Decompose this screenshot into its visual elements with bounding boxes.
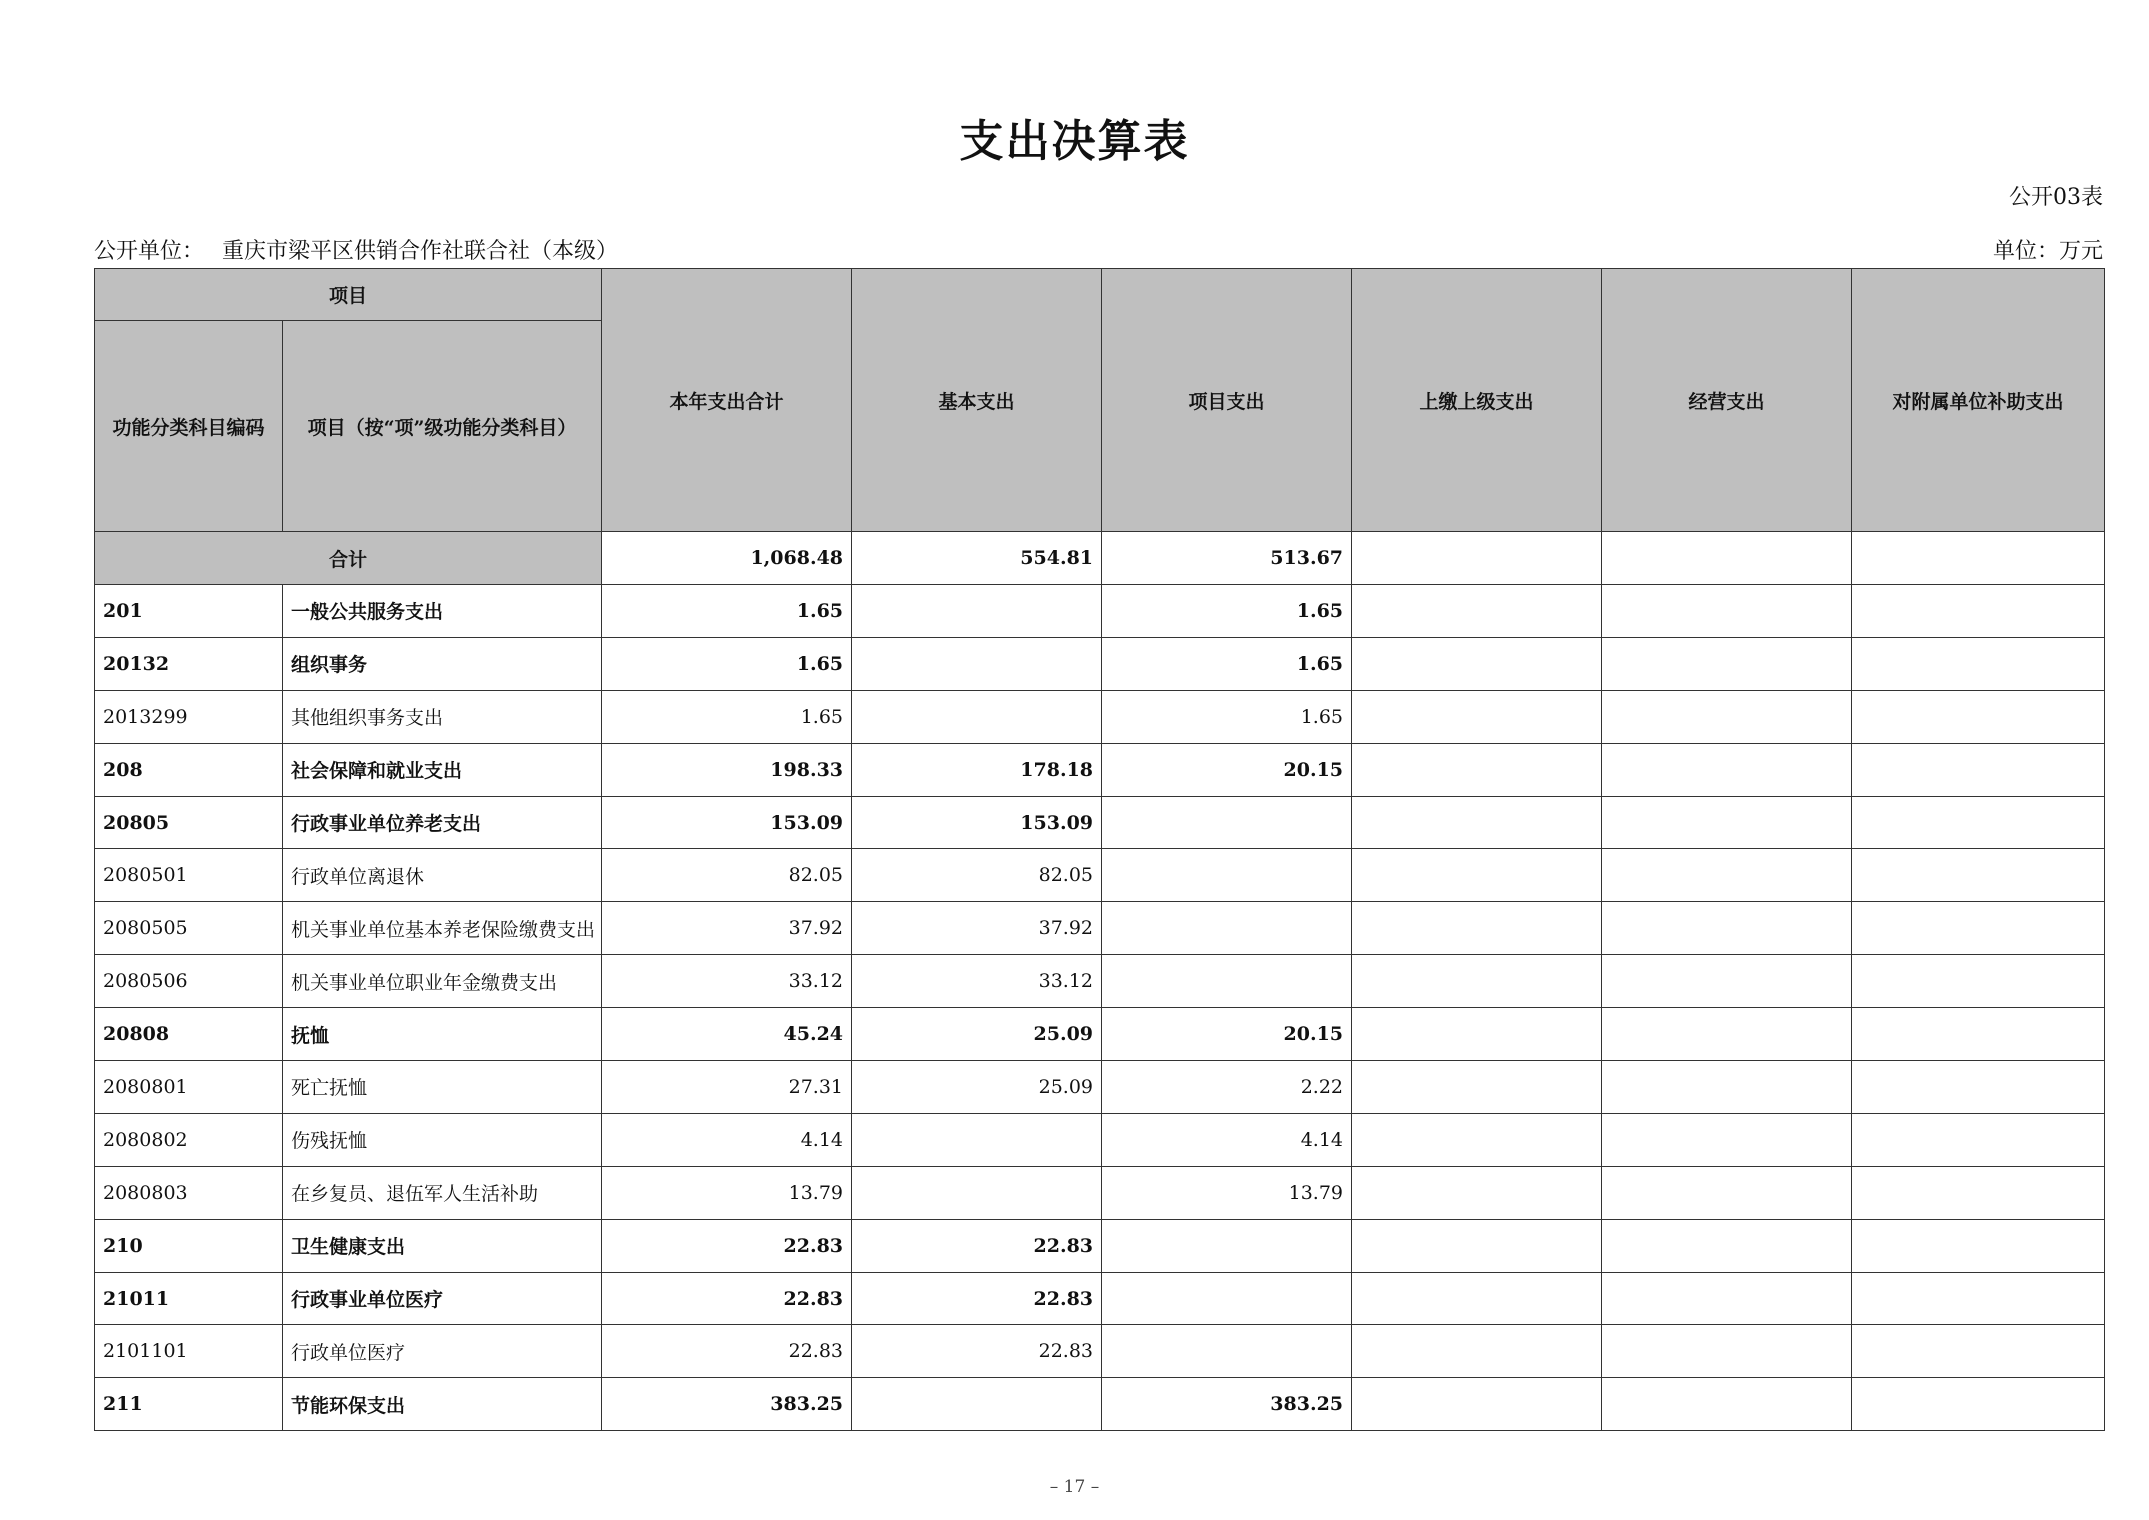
basic-cell: 82.05: [852, 849, 1102, 902]
upper-cell: [1352, 902, 1602, 955]
form-number: 公开03表: [2009, 185, 2103, 210]
project-cell: 13.79: [1102, 1166, 1352, 1219]
subsidy-cell: [1852, 902, 2105, 955]
project-cell: 2.22: [1102, 1061, 1352, 1114]
unit-line: [94, 234, 2103, 264]
upper-cell: [1352, 743, 1602, 796]
code-cell: 2013299: [95, 690, 283, 743]
business-cell: [1602, 796, 1852, 849]
name-cell: 行政单位医疗: [283, 1325, 602, 1378]
expenditure-table: [94, 268, 2105, 1431]
project-cell: 20.15: [1102, 1008, 1352, 1061]
code-cell: 208: [95, 743, 283, 796]
subsidy-cell: [1852, 1061, 2105, 1114]
basic-cell: 25.09: [852, 1008, 1102, 1061]
header-project-expense: 项目支出: [1102, 269, 1352, 532]
total-cell: 153.09: [602, 796, 852, 849]
basic-cell: 178.18: [852, 743, 1102, 796]
code-cell: 2080501: [95, 849, 283, 902]
total-cell: 22.83: [602, 1272, 852, 1325]
table-row: [95, 1272, 2105, 1325]
total-cell: 1.65: [602, 585, 852, 638]
business-cell: [1602, 1219, 1852, 1272]
table-row: [95, 1219, 2105, 1272]
subsidy-cell: [1852, 690, 2105, 743]
upper-cell: [1352, 690, 1602, 743]
name-cell: 组织事务: [283, 637, 602, 690]
header-code: 功能分类科目编码: [95, 321, 283, 532]
header-business: 经营支出: [1602, 269, 1852, 532]
basic-cell: 22.83: [852, 1272, 1102, 1325]
basic-cell: 37.92: [852, 902, 1102, 955]
business-cell: [1602, 1378, 1852, 1431]
code-cell: 20805: [95, 796, 283, 849]
name-cell: 社会保障和就业支出: [283, 743, 602, 796]
name-cell: 抚恤: [283, 1008, 602, 1061]
upper-cell: [1352, 1166, 1602, 1219]
subsidy-cell: [1852, 1113, 2105, 1166]
code-cell: 2080803: [95, 1166, 283, 1219]
upper-cell: [1352, 796, 1602, 849]
code-cell: 20808: [95, 1008, 283, 1061]
table-row: [95, 1008, 2105, 1061]
project-cell: [1102, 902, 1352, 955]
business-cell: [1602, 955, 1852, 1008]
subsidy-cell: [1852, 796, 2105, 849]
upper-cell: [1352, 1378, 1602, 1431]
project-cell: 1.65: [1102, 585, 1352, 638]
code-cell: 2080802: [95, 1113, 283, 1166]
business-cell: [1602, 690, 1852, 743]
business-cell: [1602, 1166, 1852, 1219]
basic-cell: [852, 637, 1102, 690]
total-cell: 22.83: [602, 1325, 852, 1378]
total-subsidy: [1852, 532, 2105, 585]
table-row: [95, 902, 2105, 955]
table-row: [95, 1378, 2105, 1431]
name-cell: 行政单位离退休: [283, 849, 602, 902]
business-cell: [1602, 849, 1852, 902]
business-cell: [1602, 1061, 1852, 1114]
business-cell: [1602, 585, 1852, 638]
total-cell: 4.14: [602, 1113, 852, 1166]
project-cell: 1.65: [1102, 637, 1352, 690]
currency-unit: 单位：万元: [1992, 239, 2103, 264]
name-cell: 伤残抚恤: [283, 1113, 602, 1166]
upper-cell: [1352, 955, 1602, 1008]
subsidy-cell: [1852, 1325, 2105, 1378]
business-cell: [1602, 743, 1852, 796]
code-cell: 2080505: [95, 902, 283, 955]
code-cell: 2080801: [95, 1061, 283, 1114]
subsidy-cell: [1852, 1008, 2105, 1061]
basic-cell: 33.12: [852, 955, 1102, 1008]
table-row: [95, 1166, 2105, 1219]
subsidy-cell: [1852, 637, 2105, 690]
upper-cell: [1352, 1008, 1602, 1061]
name-cell: 机关事业单位基本养老保险缴费支出: [283, 902, 602, 955]
project-cell: 1.65: [1102, 690, 1352, 743]
header-name: 项目（按“项”级功能分类科目）: [283, 321, 602, 532]
total-total: 1,068.48: [602, 532, 852, 585]
upper-cell: [1352, 1272, 1602, 1325]
total-cell: 82.05: [602, 849, 852, 902]
business-cell: [1602, 637, 1852, 690]
code-cell: 201: [95, 585, 283, 638]
name-cell: 一般公共服务支出: [283, 585, 602, 638]
total-cell: 13.79: [602, 1166, 852, 1219]
basic-cell: [852, 690, 1102, 743]
basic-cell: [852, 585, 1102, 638]
basic-cell: 22.83: [852, 1325, 1102, 1378]
subsidy-cell: [1852, 1272, 2105, 1325]
table-row: [95, 849, 2105, 902]
name-cell: 机关事业单位职业年金缴费支出: [283, 955, 602, 1008]
unit-label: 公开单位：: [94, 239, 205, 264]
page-number: – 17 –: [1049, 1477, 1100, 1497]
total-cell: 45.24: [602, 1008, 852, 1061]
code-cell: 20132: [95, 637, 283, 690]
upper-cell: [1352, 637, 1602, 690]
subsidy-cell: [1852, 955, 2105, 1008]
table-row: [95, 1061, 2105, 1114]
name-cell: 卫生健康支出: [283, 1219, 602, 1272]
business-cell: [1602, 902, 1852, 955]
total-cell: 27.31: [602, 1061, 852, 1114]
table-row: [95, 743, 2105, 796]
name-cell: 行政事业单位医疗: [283, 1272, 602, 1325]
upper-cell: [1352, 1113, 1602, 1166]
table-row: [95, 1113, 2105, 1166]
total-cell: 1.65: [602, 690, 852, 743]
business-cell: [1602, 1113, 1852, 1166]
name-cell: 死亡抚恤: [283, 1061, 602, 1114]
name-cell: 行政事业单位养老支出: [283, 796, 602, 849]
project-cell: [1102, 796, 1352, 849]
total-cell: 1.65: [602, 637, 852, 690]
header-total: 本年支出合计: [602, 269, 852, 532]
subsidy-cell: [1852, 849, 2105, 902]
upper-cell: [1352, 849, 1602, 902]
total-cell: 37.92: [602, 902, 852, 955]
page-title: 支出决算表: [959, 116, 1190, 167]
code-cell: 2080506: [95, 955, 283, 1008]
business-cell: [1602, 1325, 1852, 1378]
total-cell: 22.83: [602, 1219, 852, 1272]
total-basic: 554.81: [852, 532, 1102, 585]
project-cell: [1102, 1325, 1352, 1378]
table-row: [95, 585, 2105, 638]
table-row: [95, 796, 2105, 849]
total-label: 合计: [95, 532, 602, 585]
project-cell: [1102, 849, 1352, 902]
code-cell: 210: [95, 1219, 283, 1272]
basic-cell: [852, 1113, 1102, 1166]
name-cell: 节能环保支出: [283, 1378, 602, 1431]
basic-cell: 25.09: [852, 1061, 1102, 1114]
subsidy-cell: [1852, 1378, 2105, 1431]
basic-cell: 22.83: [852, 1219, 1102, 1272]
subsidy-cell: [1852, 1166, 2105, 1219]
basic-cell: 153.09: [852, 796, 1102, 849]
unit-name: 重庆市梁平区供销合作社联合社（本级）: [222, 239, 619, 264]
total-business: [1602, 532, 1852, 585]
upper-cell: [1352, 1219, 1602, 1272]
table-row: [95, 637, 2105, 690]
total-cell: 33.12: [602, 955, 852, 1008]
project-cell: [1102, 955, 1352, 1008]
header-basic: 基本支出: [852, 269, 1102, 532]
total-row: [95, 532, 2105, 585]
upper-cell: [1352, 585, 1602, 638]
business-cell: [1602, 1272, 1852, 1325]
total-cell: 198.33: [602, 743, 852, 796]
subsidy-cell: [1852, 743, 2105, 796]
basic-cell: [852, 1166, 1102, 1219]
name-cell: 在乡复员、退伍军人生活补助: [283, 1166, 602, 1219]
subsidy-cell: [1852, 585, 2105, 638]
code-cell: 211: [95, 1378, 283, 1431]
table-row: [95, 1325, 2105, 1378]
total-project: 513.67: [1102, 532, 1352, 585]
table-row: [95, 690, 2105, 743]
header-subsidy: 对附属单位补助支出: [1852, 269, 2105, 532]
header-upper: 上缴上级支出: [1352, 269, 1602, 532]
basic-cell: [852, 1378, 1102, 1431]
name-cell: 其他组织事务支出: [283, 690, 602, 743]
total-upper: [1352, 532, 1602, 585]
code-cell: 21011: [95, 1272, 283, 1325]
subsidy-cell: [1852, 1219, 2105, 1272]
project-cell: 4.14: [1102, 1113, 1352, 1166]
project-cell: 20.15: [1102, 743, 1352, 796]
business-cell: [1602, 1008, 1852, 1061]
upper-cell: [1352, 1061, 1602, 1114]
project-cell: 383.25: [1102, 1378, 1352, 1431]
header-project: 项目: [95, 269, 602, 321]
upper-cell: [1352, 1325, 1602, 1378]
project-cell: [1102, 1219, 1352, 1272]
project-cell: [1102, 1272, 1352, 1325]
reporting-unit: [94, 234, 618, 265]
table-row: [95, 955, 2105, 1008]
total-cell: 383.25: [602, 1378, 852, 1431]
code-cell: 2101101: [95, 1325, 283, 1378]
